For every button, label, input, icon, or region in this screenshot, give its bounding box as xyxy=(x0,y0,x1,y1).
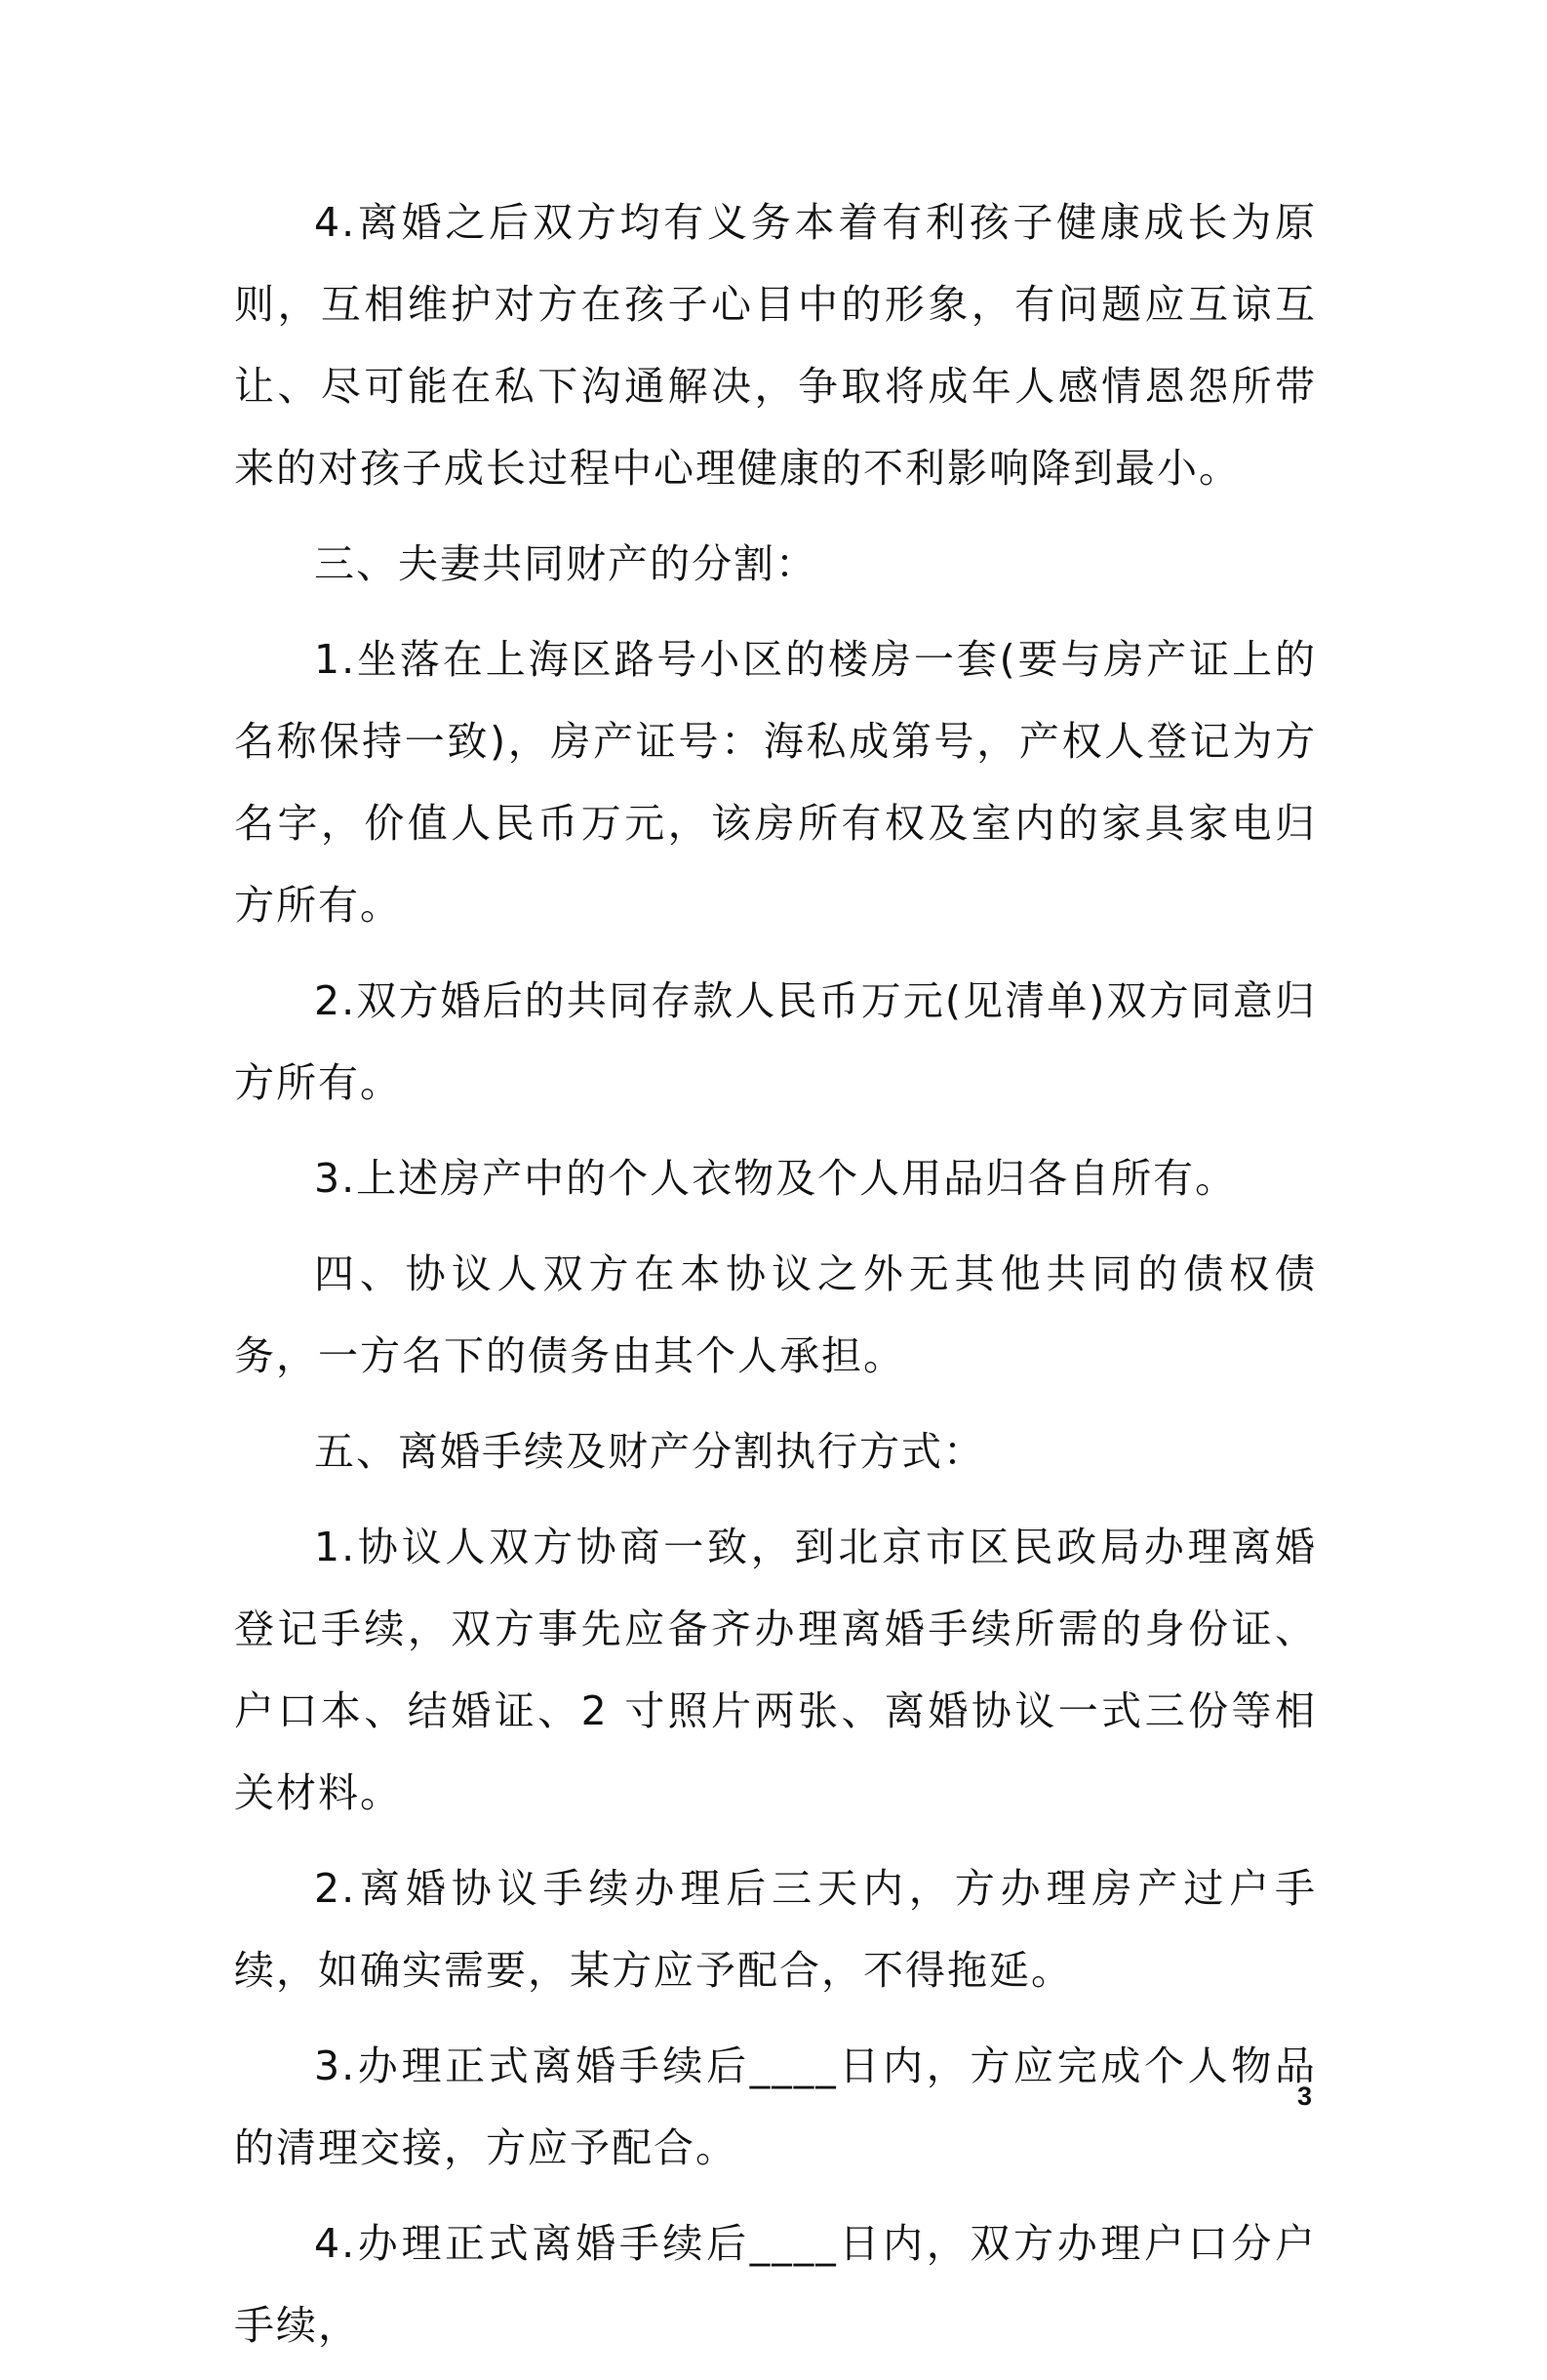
paragraph-clause-1-registration: 1.协议人双方协商一致，到北京市区民政局办理离婚登记手续，双方事先应备齐办理离婚手续所需的身份证、户口本、结婚证、2 寸照片两张、离婚协议一式三份等相关材料。 xyxy=(234,1524,1317,1816)
paragraph-clause-1-house: 1.坐落在上海区路号小区的楼房一套(要与房产证上的名称保持一致)，房产证号：海私成第号，产权人登记为方名字，价值人民币万元，该房所有权及室内的家具家电归方所有。 xyxy=(234,636,1317,929)
paragraph-clause-3-belongings: 3.上述房产中的个人衣物及个人用品归各自所有。 xyxy=(314,1155,1238,1202)
paragraph-clause-3-handover: 3.办理正式离婚手续后____日内，方应完成个人物品的清理交接，方应予配合。 xyxy=(234,2043,1317,2171)
document-body xyxy=(234,181,1317,2380)
paragraph-section-4-debts: 四、协议人双方在本协议之外无其他共同的债权债务，一方名下的债务由其个人承担。 xyxy=(234,1250,1317,1379)
paragraph-section-5-heading: 五、离婚手续及财产分割执行方式： xyxy=(314,1428,985,1475)
page-number: 3 xyxy=(1297,2082,1313,2111)
paragraph-clause-2-deposit: 2.双方婚后的共同存款人民币万元(见清单)双方同意归方所有。 xyxy=(234,977,1317,1106)
paragraph-section-3-heading: 三、夫妻共同财产的分割： xyxy=(314,540,817,587)
paragraph-clause-4-household: 4.办理正式离婚手续后____日内，双方办理户口分户手续， xyxy=(234,2220,1317,2349)
paragraph-clause-4-children: 4.离婚之后双方均有义务本着有利孩子健康成长为原则，互相维护对方在孩子心目中的形象，有问题应互谅互让、尽可能在私下沟通解决，争取将成年人感情恩怨所带来的对孩子成长过程中心理健康的不利影响降到最小。 xyxy=(234,199,1317,492)
paragraph-clause-2-transfer: 2.离婚协议手续办理后三天内，方办理房产过户手续，如确实需要，某方应予配合，不得拖延。 xyxy=(234,1865,1317,1994)
